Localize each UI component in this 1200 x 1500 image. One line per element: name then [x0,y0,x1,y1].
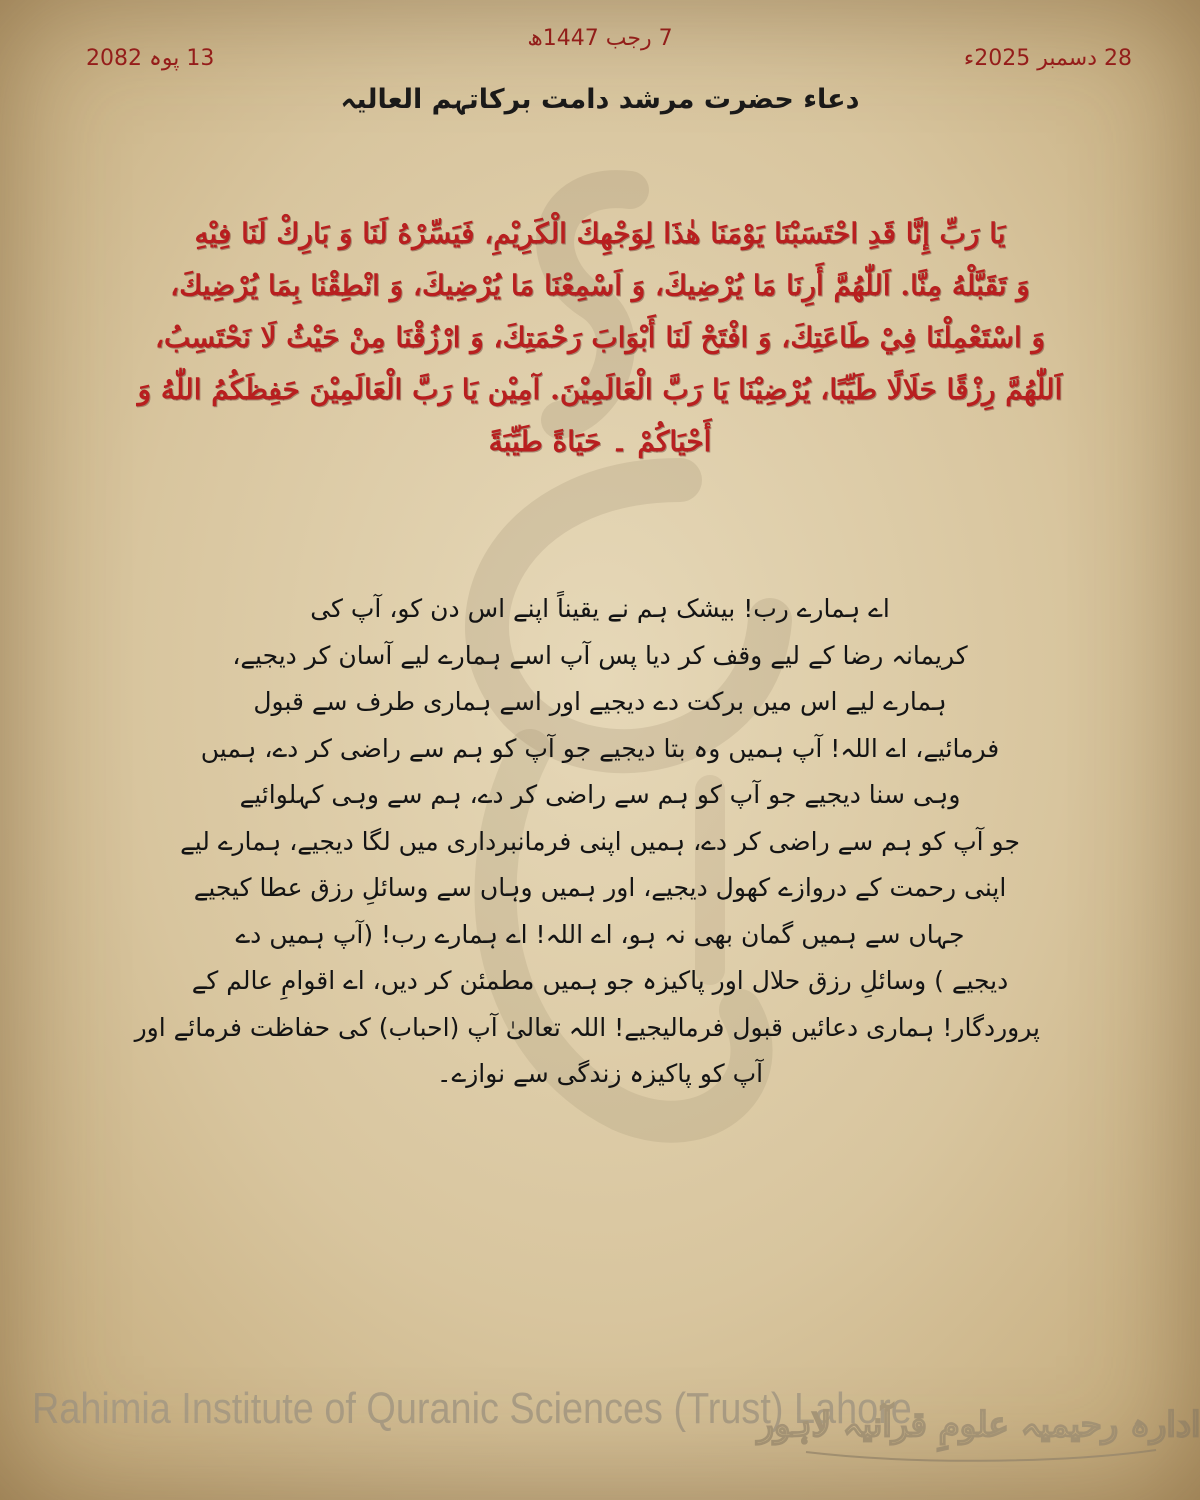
arabic-line: وَ تَقَبَّلْهُ مِنَّا. اَللّٰهُمَّ أَرِنَا مَا يُرْضِيكَ، وَ اَسْمِعْنَا مَا يُرْضِيكَ، وَ انْطِقْنَا بِمَا يُرْضِيكَ، [170,269,1030,302]
bikrami-date: 13 پوہ 2082 [86,46,215,71]
arabic-dua [92,208,1108,468]
hijri-date: 7 رجب 1447ھ [527,26,673,51]
arabic-line: يَا رَبِّ إِنَّا قَدِ احْتَسَبْنَا يَوْمَنَا هٰذَا لِوَجْهِكَ الْكَرِيْمِ، فَيَسِّرْهُ لَنَا وَ بَارِكْ لَنَا فِيْهِ [194,217,1006,250]
urdu-line: اپنی رحمت کے دروازے کھول دیجیے، اور ہمیں وہاں سے وسائلِ رزق عطا کیجیے [193,873,1007,902]
urdu-line: جو آپ کو ہم سے راضی کر دے، ہمیں اپنی فرمانبرداری میں لگا دیجیے، ہمارے لیے [180,826,1020,856]
institute-name-english: Rahimia Institute of Quranic Sciences (Trust) Lahore [32,1384,912,1433]
urdu-translation [134,586,1040,1098]
urdu-line: وہی سنا دیجیے جو آپ کو ہم سے راضی کر دے، ہم سے وہی کہلوائیے [239,780,961,809]
urdu-line: پروردگار! ہماری دعائیں قبول فرمالیجیے! اللہ تعالیٰ آپ (احباب) کی حفاظت فرمائے اور [134,1012,1040,1042]
arabic-line: وَ اسْتَعْمِلْنَا فِيْ طَاعَتِكَ، وَ افْتَحْ لَنَا أَبْوَابَ رَحْمَتِكَ، وَ ارْزُقْنَا مِنْ حَيْثُ لَا نَحْتَسِبُ، [154,321,1046,354]
urdu-line: اے ہمارے رب! بیشک ہم نے یقیناً اپنے اس دن کو، آپ کی [310,594,890,623]
arabic-line: أَحْيَاكُمْ ۔ حَيَاةً طَيِّبَةً [488,425,712,458]
page-title: دعاء حضرت مرشد دامت برکاتہم العالیہ [340,84,860,115]
svg-text:ادارہ رحیمیہ علومِ قرآنیہ لاہو: ادارہ رحیمیہ علومِ قرآنیہ لاہور [757,1405,1200,1445]
urdu-line: فرمائیے، اے اللہ! آپ ہمیں وہ بتا دیجیے جو آپ کو ہم سے راضی کر دے، ہمیں [200,733,1000,763]
urdu-line: جہاں سے ہمیں گمان بھی نہ ہو، اے اللہ! اے ہمارے رب! (آپ ہمیں دے [235,919,965,949]
institute-calligraphy-logo [757,1374,1200,1468]
gregorian-date: 28 دسمبر 2025ء [963,46,1132,71]
urdu-line: کریمانہ رضا کے لیے وقف کر دیا پس آپ اسے ہمارے لیے آسان کر دیجیے، [232,640,968,670]
arabic-line: اَللّٰهُمَّ رِزْقًا حَلَالًا طَيِّبًا، يُرْضِيْنَا يَا رَبَّ الْعَالَمِيْنَ. آمِيْن يَا رَبَّ الْعَالَمِيْنَ حَفِظَكُمُ اللّٰهُ وَ [137,373,1063,406]
urdu-line: ہمارے لیے اس میں برکت دے دیجیے اور اسے ہماری طرف سے قبول [253,687,947,716]
urdu-line: آپ کو پاکیزہ زندگی سے نوازے۔ [436,1059,764,1088]
urdu-line: دیجیے ) وسائلِ رزق حلال اور پاکیزہ جو ہمیں مطمئن کر دیں، اے اقوامِ عالم کے [191,966,1009,995]
